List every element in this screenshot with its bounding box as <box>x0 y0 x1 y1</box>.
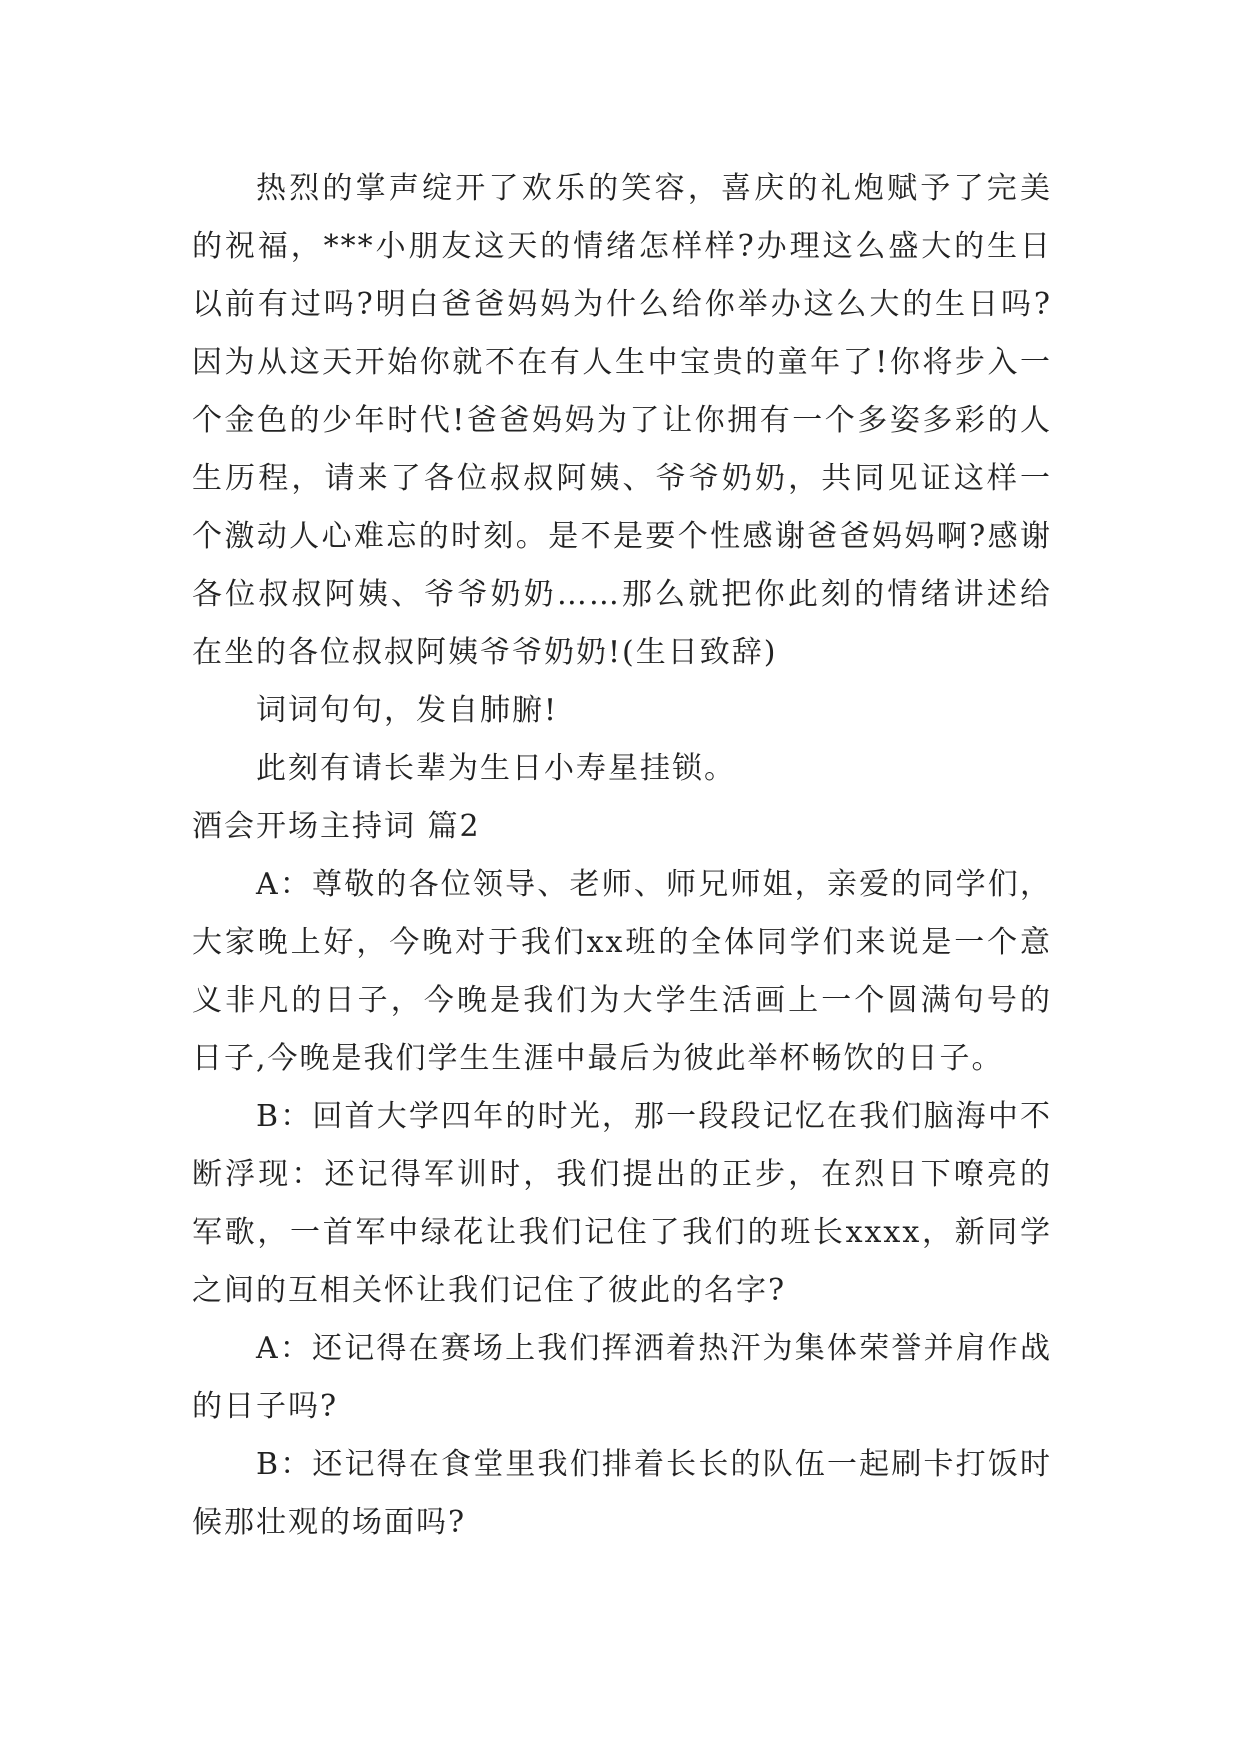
paragraph-host-a-sports: A：还记得在赛场上我们挥洒着热汗为集体荣誉并肩作战的日子吗? <box>192 1331 1052 1424</box>
paragraph-birthday-speech: 热烈的掌声绽开了欢乐的笑容，喜庆的礼炮赋予了完美的祝福，***小朋友这天的情绪怎样样?办理这么盛大的生日以前有过吗?明白爸爸妈妈为什么给你举办这么大的生日吗?因为从这天开始你就不在有人生中宝贵的童年了!你将步入一个金色的少年时代!爸爸妈妈为了让你拥有一个多姿多彩的人生历程，请来了各位叔叔阿姨、爷爷奶奶，共同见证这样一个激动人心难忘的时刻。是不是要个性感谢爸爸妈妈啊?感谢各位叔叔阿姨、爷爷奶奶……那么就把你此刻的情绪讲述给在坐的各位叔叔阿姨爷爷奶奶!(生日致辞) <box>192 171 1052 670</box>
paragraph-host-b-canteen: B：还记得在食堂里我们排着长长的队伍一起刷卡打饭时候那壮观的场面吗? <box>192 1447 1052 1540</box>
paragraph-heartfelt: 词词句句，发自肺腑! <box>256 693 559 728</box>
paragraph-host-b-memories: B：回首大学四年的时光，那一段段记忆在我们脑海中不断浮现：还记得军训时，我们提出的正步，在烈日下嘹亮的军歌，一首军中绿花让我们记住了我们的班长xxxx，新同学之间的互相关怀让我们记住了彼此的名字? <box>192 1099 1052 1308</box>
section-heading: 酒会开场主持词 篇2 <box>192 809 481 844</box>
paragraph-host-a-opening: A：尊敬的各位领导、老师、师兄师姐，亲爱的同学们，大家晚上好，今晚对于我们xx班的全体同学们来说是一个意义非凡的日子，今晚是我们为大学生活画上一个圆满句号的日子,今晚是我们学生生涯中最后为彼此举杯畅饮的日子。 <box>192 867 1052 1076</box>
paragraph-lock-ceremony: 此刻有请长辈为生日小寿星挂锁。 <box>256 751 736 786</box>
document-body <box>192 160 1052 1552</box>
